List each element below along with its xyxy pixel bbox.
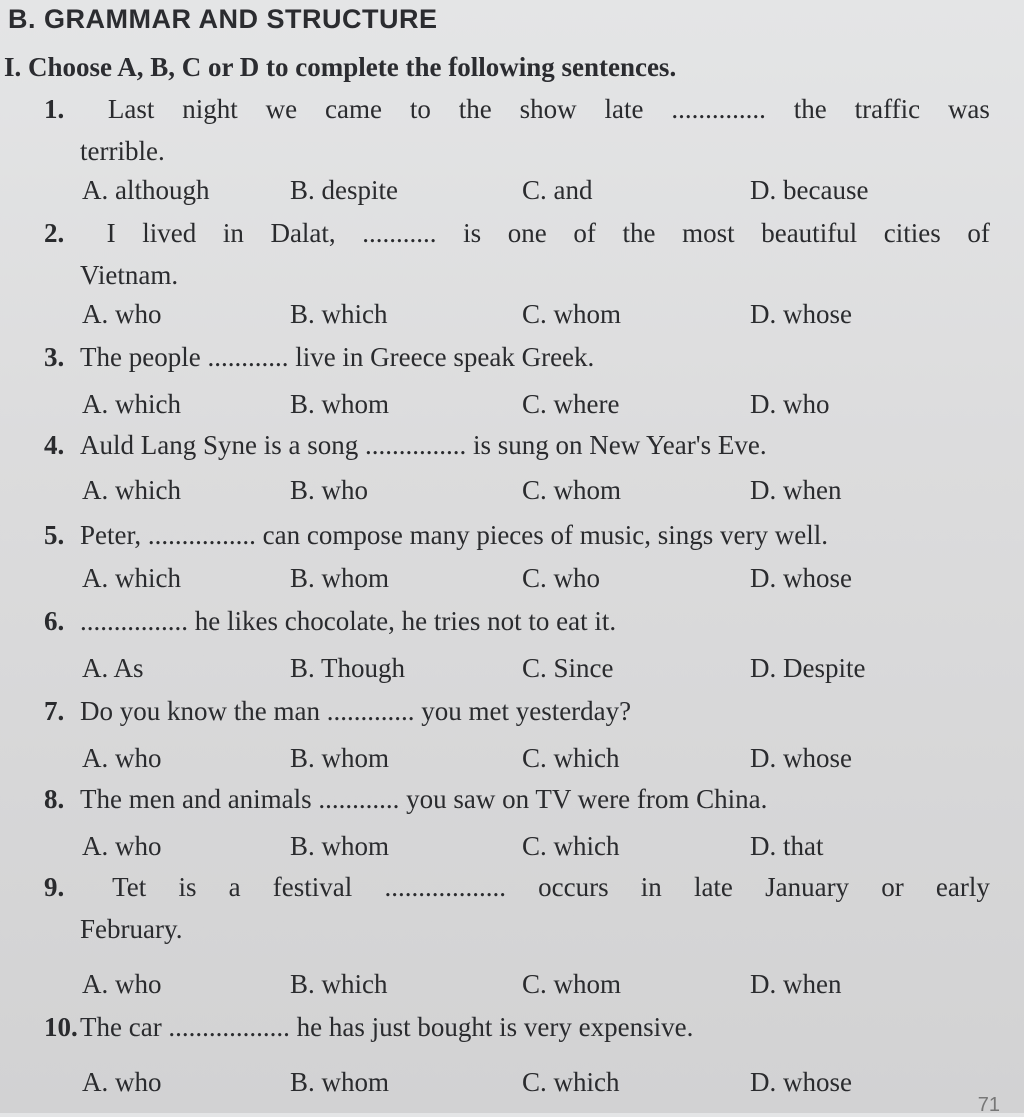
- question-number: 3.: [44, 342, 65, 372]
- question-word: of: [573, 218, 596, 248]
- question-10: [44, 1006, 990, 1048]
- option-a: A. who: [82, 299, 162, 329]
- question-text-continued: February.: [80, 914, 183, 944]
- question-word: the: [793, 94, 827, 124]
- option-d: D. whose: [750, 1067, 852, 1097]
- option-d: D. whose: [750, 299, 852, 329]
- question-word: I: [106, 218, 116, 248]
- question-word: or: [881, 872, 904, 902]
- question-text: The men and animals ............ you saw on TV were from China.: [80, 784, 768, 814]
- question-word: is: [178, 872, 197, 902]
- option-b: B. which: [290, 299, 388, 329]
- option-c: C. which: [522, 743, 620, 773]
- question-word: Tet: [112, 872, 147, 902]
- option-d: D. who: [750, 389, 830, 419]
- question-word: show: [519, 94, 577, 124]
- option-a: A. who: [82, 969, 162, 999]
- question-word: late: [693, 872, 733, 902]
- question-2: [44, 212, 990, 296]
- option-a: A. who: [82, 1067, 162, 1097]
- question-word: the: [622, 218, 656, 248]
- question-word: January: [765, 872, 850, 902]
- question-word: lived: [142, 218, 197, 248]
- option-a: A. As: [82, 653, 144, 683]
- question-word: one: [507, 218, 547, 248]
- question-number: 6.: [44, 606, 65, 636]
- question-4: [44, 424, 990, 466]
- question-text: The people ............ live in Greece speak Greek.: [80, 342, 595, 372]
- option-d: D. Despite: [750, 653, 866, 683]
- option-b: B. which: [290, 969, 388, 999]
- question-word: in: [222, 218, 244, 248]
- question-number: 5.: [44, 520, 65, 550]
- question-word: late: [604, 94, 644, 124]
- question-word: most: [682, 218, 735, 248]
- option-b: B. despite: [290, 175, 398, 205]
- option-c: C. whom: [522, 475, 622, 505]
- question-word: to: [409, 94, 431, 124]
- question-number: 9.: [44, 872, 65, 902]
- question-word: is: [463, 218, 482, 248]
- instruction: I. Choose A, B, C or D to complete the following sentences.: [4, 52, 677, 82]
- question-word: we: [265, 94, 298, 124]
- question-word: in: [640, 872, 662, 902]
- option-c: C. where: [522, 389, 620, 419]
- question-word: occurs: [538, 872, 609, 902]
- question-text: Auld Lang Syne is a song ............... is sung on New Year's Eve.: [80, 430, 767, 460]
- question-7: [44, 690, 990, 732]
- option-c: C. which: [522, 1067, 620, 1097]
- option-d: D. when: [750, 969, 842, 999]
- option-a: A. which: [82, 563, 181, 593]
- option-d: D. when: [750, 475, 842, 505]
- option-d: D. because: [750, 175, 869, 205]
- answer-blank: ..................: [384, 872, 506, 902]
- option-a: A. which: [82, 475, 181, 505]
- question-text: The car .................. he has just bought is very expensive.: [80, 1012, 694, 1042]
- question-word: the: [458, 94, 492, 124]
- question-1: [44, 88, 990, 172]
- question-text-continued: Vietnam.: [80, 260, 179, 290]
- option-a: A. who: [82, 831, 162, 861]
- question-number: 1.: [44, 94, 65, 124]
- question-6: [44, 600, 990, 642]
- option-b: B. whom: [290, 563, 390, 593]
- option-b: B. whom: [290, 389, 390, 419]
- question-number: 10.: [44, 1012, 78, 1042]
- option-c: C. who: [522, 563, 601, 593]
- question-word: beautiful: [761, 218, 858, 248]
- question-word: cities: [883, 218, 941, 248]
- question-text: Peter, ................ can compose many pieces of music, sings very well.: [80, 520, 828, 550]
- question-text: ................ he likes chocolate, he tries not to eat it.: [80, 606, 617, 636]
- question-word: came: [325, 94, 382, 124]
- option-b: B. whom: [290, 831, 390, 861]
- option-b: B. who: [290, 475, 369, 505]
- question-word: was: [947, 94, 990, 124]
- question-word: festival: [272, 872, 353, 902]
- question-text-continued: terrible.: [80, 136, 165, 166]
- option-d: D. whose: [750, 563, 852, 593]
- option-a: A. although: [82, 175, 210, 205]
- option-d: D. that: [750, 831, 824, 861]
- option-c: C. Since: [522, 653, 614, 683]
- answer-blank: ..............: [671, 94, 766, 124]
- question-5: [44, 514, 990, 556]
- question-text: Do you know the man ............. you met yesterday?: [80, 696, 632, 726]
- question-word: Last: [107, 94, 155, 124]
- answer-blank: ...........: [362, 218, 437, 248]
- section-title: B. GRAMMAR AND STRUCTURE: [8, 4, 438, 34]
- question-number: 2.: [44, 218, 65, 248]
- option-c: C. whom: [522, 969, 622, 999]
- option-b: B. whom: [290, 743, 390, 773]
- option-a: A. which: [82, 389, 181, 419]
- question-9: [44, 866, 990, 950]
- question-word: early: [935, 872, 990, 902]
- question-word: of: [967, 218, 990, 248]
- question-8: [44, 778, 990, 820]
- question-number: 4.: [44, 430, 65, 460]
- option-c: C. which: [522, 831, 620, 861]
- question-number: 7.: [44, 696, 65, 726]
- question-3: [44, 336, 990, 378]
- question-number: 8.: [44, 784, 65, 814]
- question-word: night: [182, 94, 238, 124]
- option-b: B. whom: [290, 1067, 390, 1097]
- question-word: a: [228, 872, 241, 902]
- option-b: B. Though: [290, 653, 406, 683]
- question-word: traffic: [854, 94, 921, 124]
- option-a: A. who: [82, 743, 162, 773]
- question-word: Dalat,: [270, 218, 336, 248]
- page-number: 71: [977, 1094, 1000, 1116]
- option-d: D. whose: [750, 743, 852, 773]
- option-c: C. and: [522, 175, 593, 205]
- option-c: C. whom: [522, 299, 622, 329]
